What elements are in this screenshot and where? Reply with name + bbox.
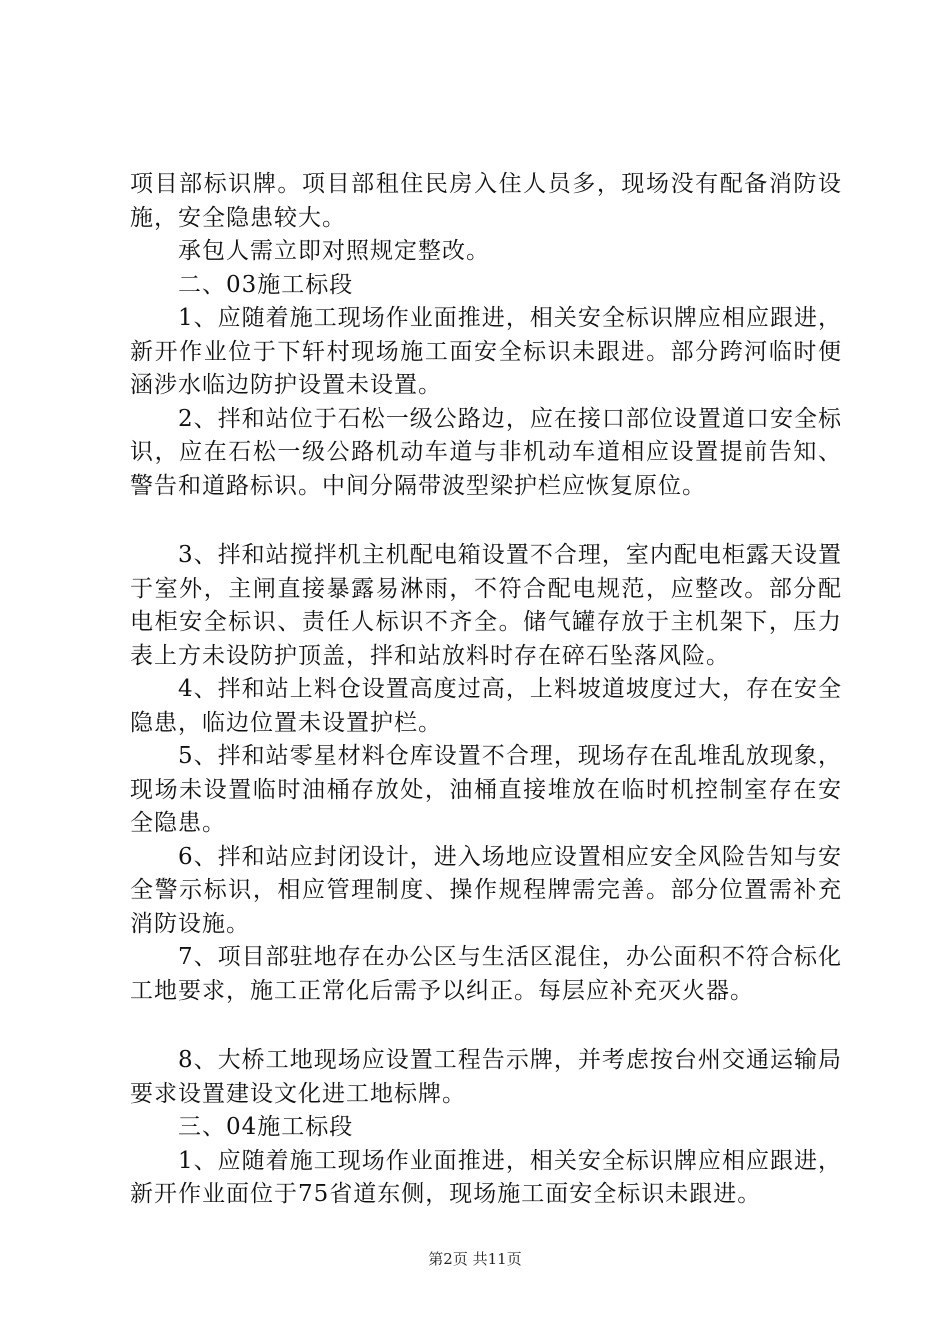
paragraph: 3、拌和站搅拌机主机配电箱设置不合理，室内配电柜露天设置于室外，主闸直接暴露易淋雨，不符合配电规范，应整改。部分配电柜安全标识、责任人标识不齐全。储气罐存放于主机架下，压力表上方未设防护顶盖，拌和站放料时存在碎石坠落风险。 [130,542,842,669]
document-body [130,168,842,1212]
page-footer [0,1248,950,1269]
paragraph: 1、应随着施工现场作业面推进，相关安全标识牌应相应跟进，新开作业面位于75省道东侧，现场施工面安全标识未跟进。 [130,1147,842,1207]
section-heading: 三、04施工标段 [178,1114,354,1140]
page-number: 第2页 共11页 [428,1250,522,1268]
paragraph: 2、拌和站位于石松一级公路边，应在接口部位设置道口安全标识，应在石松一级公路机动车道与非机动车道相应设置提前告知、警告和道路标识。中间分隔带波型梁护栏应恢复原位。 [130,405,842,499]
paragraph: 7、项目部驻地存在办公区与生活区混住，办公面积不符合标化工地要求，施工正常化后需予以纠正。每层应补充灭火器。 [130,944,842,1004]
paragraph: 项目部标识牌。项目部租住民房入住人员多，现场没有配备消防设施，安全隐患较大。 [130,171,842,231]
paragraph: 承包人需立即对照规定整改。 [178,238,490,264]
paragraph: 5、拌和站零星材料仓库设置不合理，现场存在乱堆乱放现象，现场未设置临时油桶存放处，油桶直接堆放在临时机控制室存在安全隐患。 [130,743,842,836]
paragraph: 4、拌和站上料仓设置高度过高，上料坡道坡度过大，存在安全隐患，临边位置未设置护栏。 [130,676,842,736]
paragraph: 6、拌和站应封闭设计，进入场地应设置相应安全风险告知与安全警示标识，相应管理制度、操作规程牌需完善。部分位置需补充消防设施。 [130,843,842,937]
paragraph: 8、大桥工地现场应设置工程告示牌，并考虑按台州交通运输局要求设置建设文化进工地标牌。 [130,1047,842,1107]
paragraph: 1、应随着施工现场作业面推进，相关安全标识牌应相应跟进，新开作业位于下轩村现场施工面安全标识未跟进。部分跨河临时便涵涉水临边防护设置未设置。 [130,305,842,398]
section-heading: 二、03施工标段 [178,271,354,298]
